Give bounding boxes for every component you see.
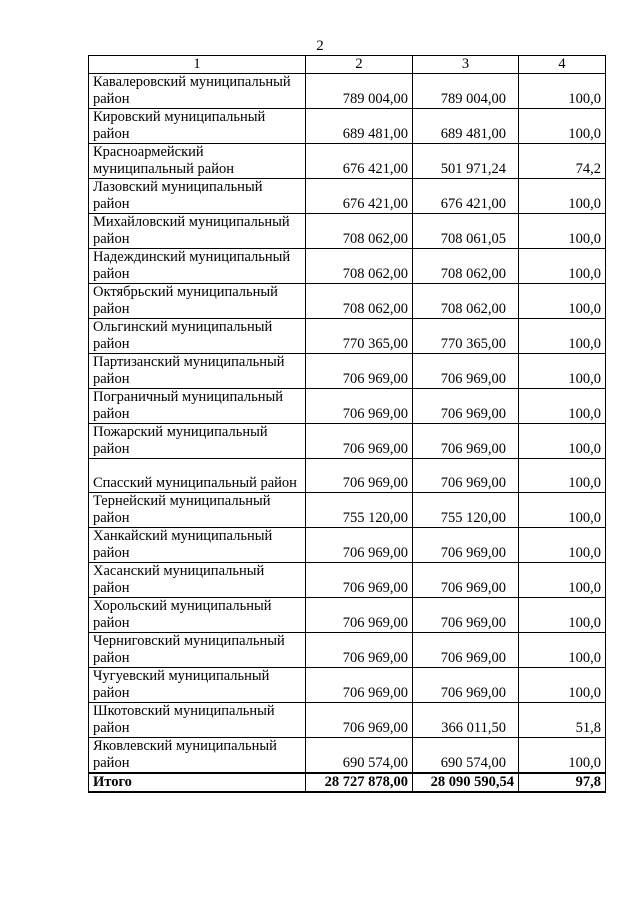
district-name: Октябрьский муниципальный район	[89, 284, 306, 319]
percent-value: 100,0	[519, 389, 606, 424]
planned-amount: 689 481,00	[306, 109, 413, 144]
actual-amount: 706 969,00	[413, 459, 519, 493]
table-row	[89, 214, 606, 249]
header-col-3: 3	[413, 56, 519, 74]
district-name: Лазовский муниципальный район	[89, 179, 306, 214]
district-name: Кировский муниципальный район	[89, 109, 306, 144]
total-col-2: 28 727 878,00	[306, 773, 413, 792]
actual-amount: 706 969,00	[413, 598, 519, 633]
planned-amount: 706 969,00	[306, 563, 413, 598]
district-name: Шкотовский муниципальный район	[89, 703, 306, 738]
district-name: Пограничный муниципальный район	[89, 389, 306, 424]
total-col-3: 28 090 590,54	[413, 773, 519, 792]
actual-amount: 708 062,00	[413, 249, 519, 284]
table-row	[89, 389, 606, 424]
percent-value: 100,0	[519, 284, 606, 319]
actual-amount: 706 969,00	[413, 633, 519, 668]
total-row	[89, 773, 606, 792]
actual-amount: 706 969,00	[413, 354, 519, 389]
percent-value: 100,0	[519, 214, 606, 249]
actual-amount: 706 969,00	[413, 563, 519, 598]
planned-amount: 706 969,00	[306, 703, 413, 738]
planned-amount: 708 062,00	[306, 284, 413, 319]
planned-amount: 789 004,00	[306, 74, 413, 109]
planned-amount: 708 062,00	[306, 214, 413, 249]
total-col-4: 97,8	[519, 773, 606, 792]
actual-amount: 708 061,05	[413, 214, 519, 249]
planned-amount: 706 969,00	[306, 668, 413, 703]
table-row	[89, 249, 606, 284]
percent-value: 100,0	[519, 249, 606, 284]
table-row	[89, 528, 606, 563]
table-row	[89, 633, 606, 668]
actual-amount: 676 421,00	[413, 179, 519, 214]
allocation-table	[88, 55, 606, 793]
percent-value: 100,0	[519, 633, 606, 668]
actual-amount: 706 969,00	[413, 668, 519, 703]
district-name: Хорольский муниципальный район	[89, 598, 306, 633]
planned-amount: 706 969,00	[306, 424, 413, 459]
actual-amount: 755 120,00	[413, 493, 519, 528]
table-row	[89, 144, 606, 179]
percent-value: 100,0	[519, 738, 606, 774]
percent-value: 100,0	[519, 354, 606, 389]
percent-value: 100,0	[519, 668, 606, 703]
actual-amount: 706 969,00	[413, 528, 519, 563]
planned-amount: 706 969,00	[306, 389, 413, 424]
actual-amount: 770 365,00	[413, 319, 519, 354]
planned-amount: 690 574,00	[306, 738, 413, 774]
district-name: Тернейский муниципальный район	[89, 493, 306, 528]
district-name: Красноармейский муниципальный район	[89, 144, 306, 179]
actual-amount: 789 004,00	[413, 74, 519, 109]
table-row	[89, 598, 606, 633]
planned-amount: 770 365,00	[306, 319, 413, 354]
page-number: 2	[316, 38, 324, 54]
district-name: Черниговский муниципальный район	[89, 633, 306, 668]
table-row	[89, 109, 606, 144]
planned-amount: 755 120,00	[306, 493, 413, 528]
percent-value: 100,0	[519, 528, 606, 563]
percent-value: 100,0	[519, 74, 606, 109]
planned-amount: 676 421,00	[306, 179, 413, 214]
actual-amount: 706 969,00	[413, 424, 519, 459]
district-name: Надеждинский муниципальный район	[89, 249, 306, 284]
district-name: Ольгинский муниципальный район	[89, 319, 306, 354]
table-row	[89, 319, 606, 354]
total-label: Итого	[89, 773, 306, 792]
actual-amount: 708 062,00	[413, 284, 519, 319]
percent-value: 100,0	[519, 109, 606, 144]
table-row	[89, 493, 606, 528]
table-row	[89, 703, 606, 738]
header-col-1: 1	[89, 56, 306, 74]
table-row	[89, 738, 606, 774]
header-col-2: 2	[306, 56, 413, 74]
table-header-row	[89, 56, 606, 74]
percent-value: 74,2	[519, 144, 606, 179]
planned-amount: 706 969,00	[306, 354, 413, 389]
table-row	[89, 179, 606, 214]
table-row	[89, 354, 606, 389]
actual-amount: 706 969,00	[413, 389, 519, 424]
percent-value: 100,0	[519, 493, 606, 528]
table-row	[89, 284, 606, 319]
percent-value: 51,8	[519, 703, 606, 738]
actual-amount: 689 481,00	[413, 109, 519, 144]
district-name: Партизанский муниципальный район	[89, 354, 306, 389]
actual-amount: 501 971,24	[413, 144, 519, 179]
planned-amount: 708 062,00	[306, 249, 413, 284]
planned-amount: 706 969,00	[306, 598, 413, 633]
table-row	[89, 668, 606, 703]
planned-amount: 706 969,00	[306, 459, 413, 493]
district-name: Кавалеровский муниципальный район	[89, 74, 306, 109]
planned-amount: 676 421,00	[306, 144, 413, 179]
table-row	[89, 459, 606, 493]
table-row	[89, 74, 606, 109]
planned-amount: 706 969,00	[306, 528, 413, 563]
header-col-4: 4	[519, 56, 606, 74]
percent-value: 100,0	[519, 563, 606, 598]
percent-value: 100,0	[519, 179, 606, 214]
actual-amount: 366 011,50	[413, 703, 519, 738]
actual-amount: 690 574,00	[413, 738, 519, 774]
percent-value: 100,0	[519, 598, 606, 633]
planned-amount: 706 969,00	[306, 633, 413, 668]
percent-value: 100,0	[519, 319, 606, 354]
district-name: Михайловский муниципальный район	[89, 214, 306, 249]
district-name: Чугуевский муниципальный район	[89, 668, 306, 703]
percent-value: 100,0	[519, 424, 606, 459]
district-name: Ханкайский муниципальный район	[89, 528, 306, 563]
district-name: Спасский муниципальный район	[89, 459, 306, 493]
district-name: Пожарский муниципальный район	[89, 424, 306, 459]
district-name: Хасанский муниципальный район	[89, 563, 306, 598]
table-row	[89, 563, 606, 598]
district-name: Яковлевский муниципальный район	[89, 738, 306, 774]
percent-value: 100,0	[519, 459, 606, 493]
table-row	[89, 424, 606, 459]
